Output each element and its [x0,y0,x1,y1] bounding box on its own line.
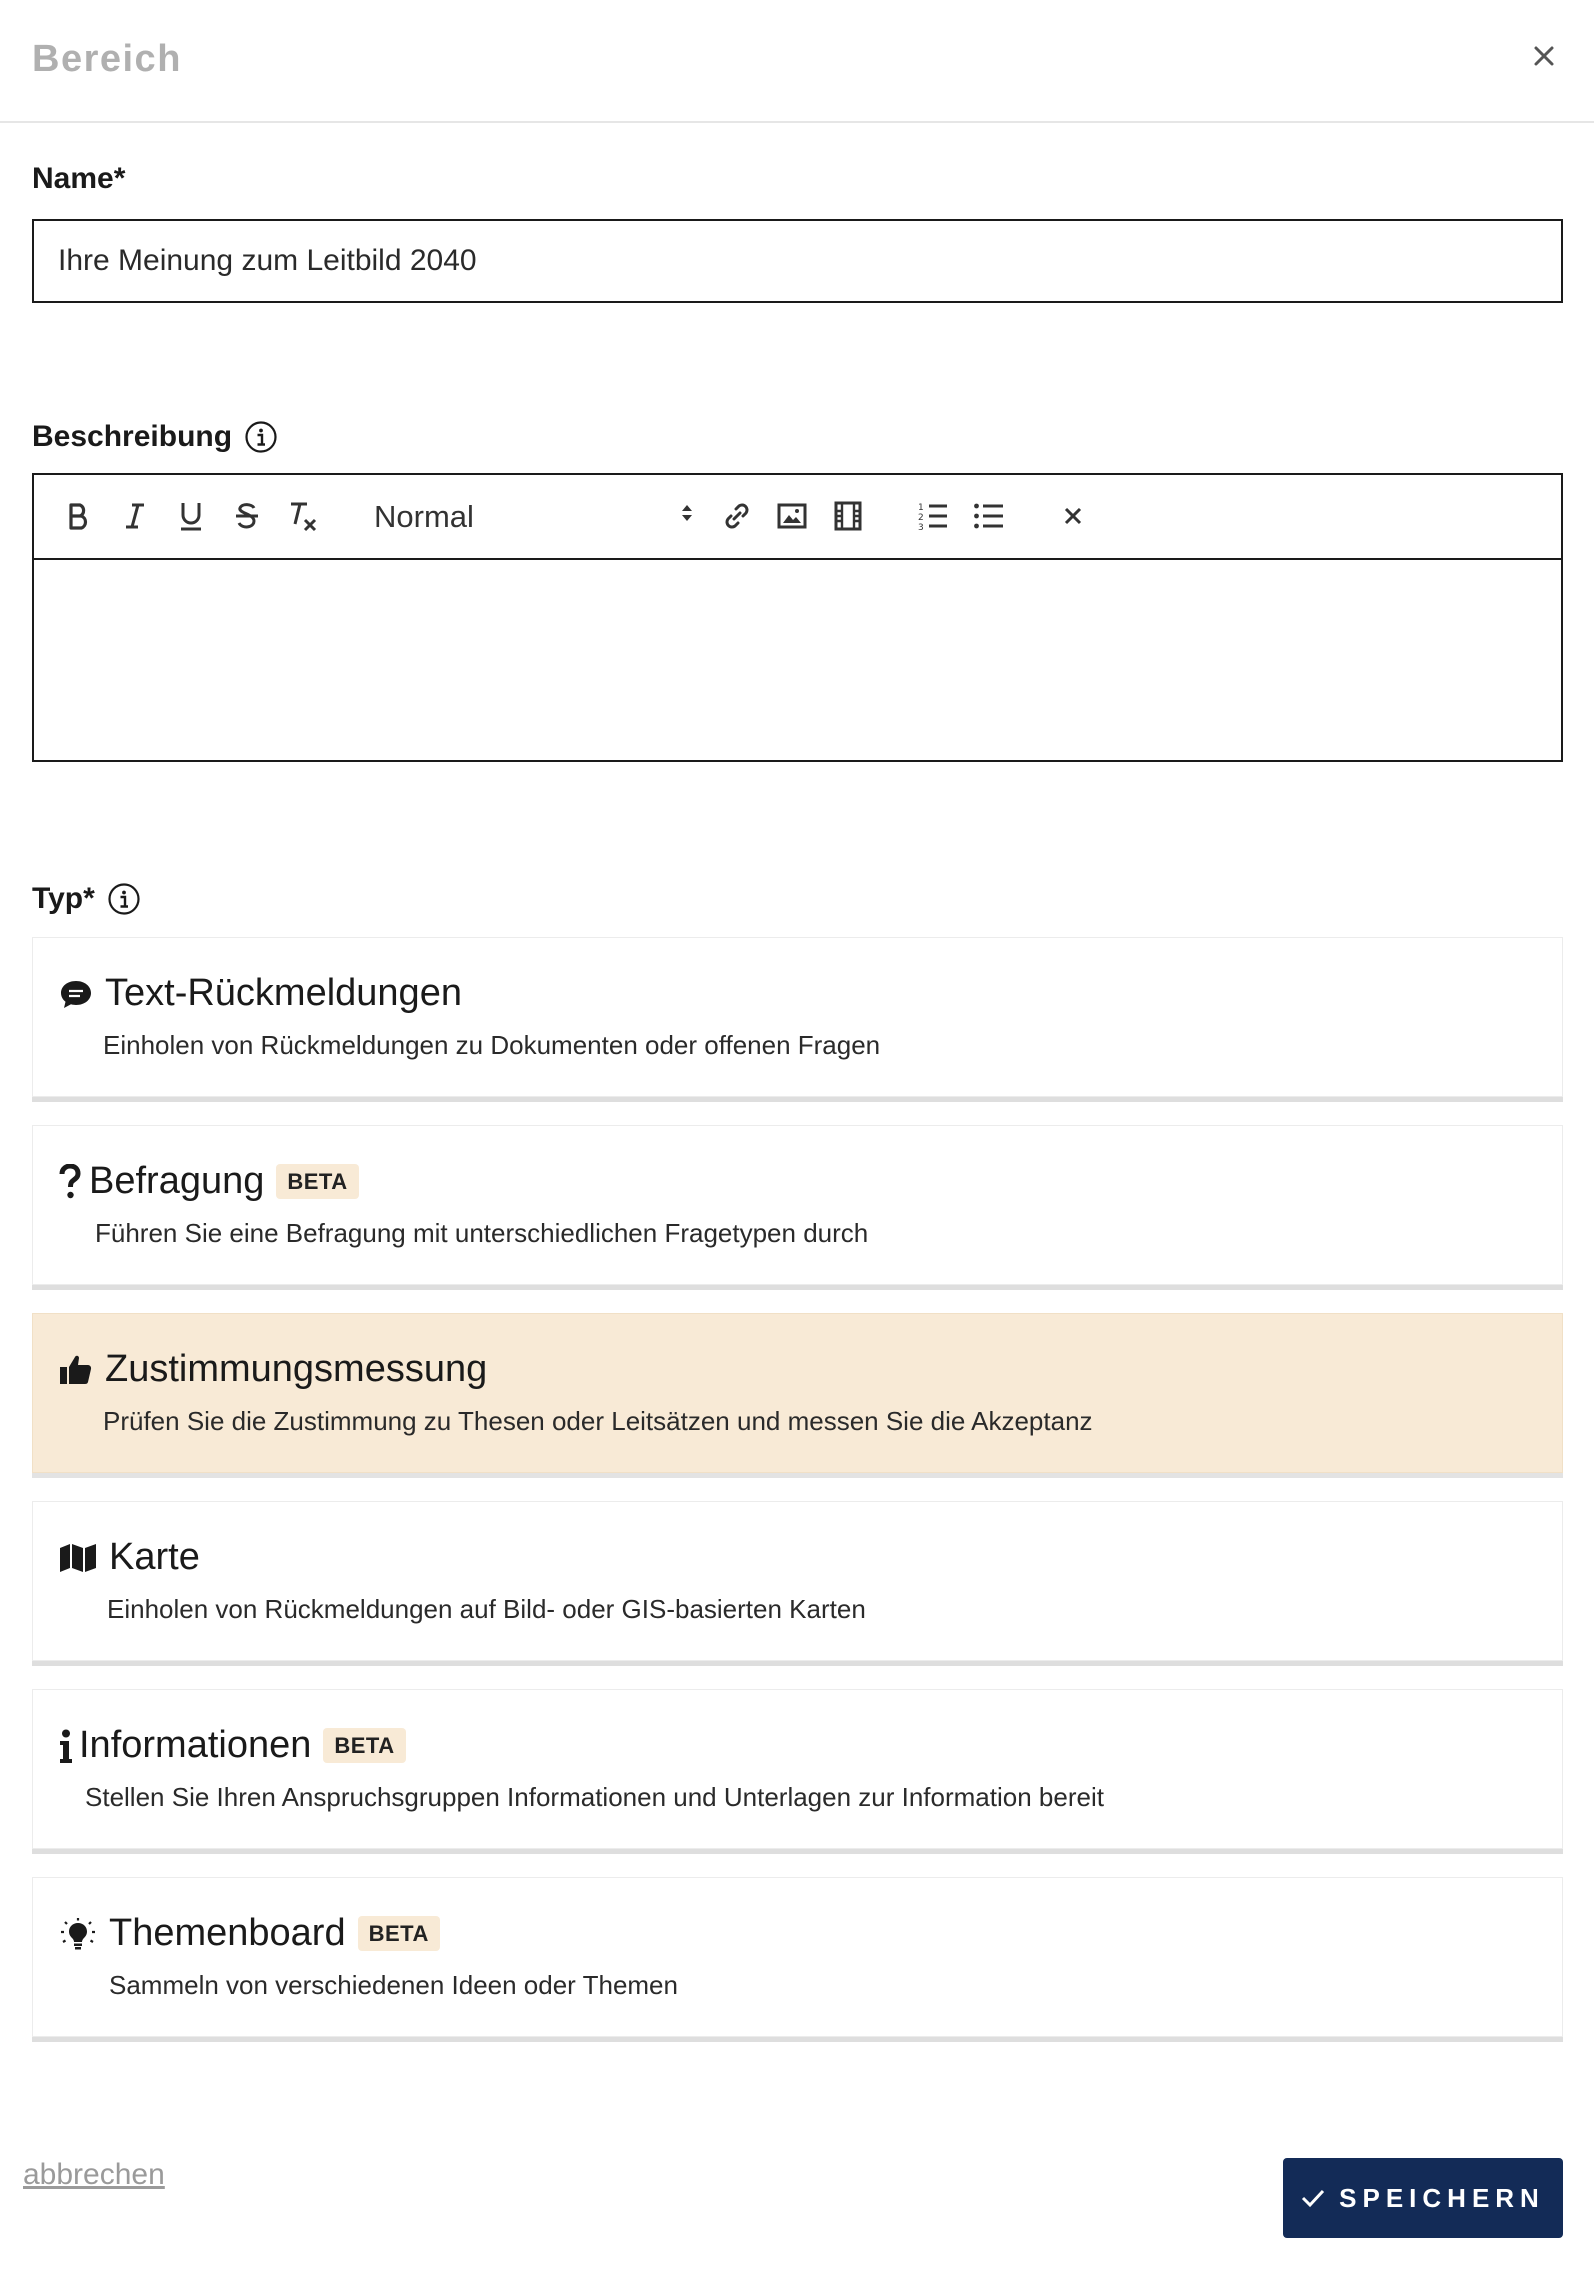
type-option-title: Zustimmungsmessung [105,1348,488,1390]
format-select[interactable] [374,491,694,541]
svg-text:3: 3 [918,523,924,531]
info-icon[interactable] [107,882,141,916]
description-label: Beschreibung [32,420,278,454]
clear-format-button[interactable] [282,495,324,537]
type-option-approval[interactable] [32,1313,1563,1473]
info-i-icon [59,1729,73,1763]
video-icon [834,501,862,531]
ordered-list-icon [917,501,949,531]
link-icon [721,500,753,532]
check-icon [1301,2188,1325,2208]
type-option-description: Prüfen Sie die Zustimmung zu Thesen oder Leitsätzen und messen Sie die Akzeptanz [103,1406,1093,1436]
question-icon [59,1164,81,1200]
type-option-title: Text-Rückmeldungen [105,972,462,1014]
type-option-description: Stellen Sie Ihren Anspruchsgruppen Informationen und Unterlagen zur Information bereit [85,1782,1104,1812]
beta-badge: BETA [323,1728,405,1763]
dialog-header [0,0,1594,123]
type-option-text-feedback[interactable] [32,937,1563,1097]
editor-content[interactable] [34,560,1561,760]
strikethrough-button[interactable] [226,495,268,537]
type-option-information[interactable] [32,1689,1563,1849]
clear-format-icon [287,500,319,532]
bold-icon [67,502,91,530]
type-option-title: Karte [109,1536,200,1578]
image-icon [777,502,807,530]
cancel-link[interactable]: abbrechen [23,2158,165,2191]
select-arrows-icon [680,501,694,525]
name-label: Name* [32,162,126,195]
remove-button[interactable] [1052,495,1094,537]
bold-button[interactable] [58,495,100,537]
underline-icon [178,501,204,531]
type-option-themeboard[interactable] [32,1877,1563,2037]
italic-icon [123,502,147,530]
bullet-list-button[interactable] [968,495,1010,537]
underline-button[interactable] [170,495,212,537]
map-icon [59,1543,97,1573]
type-option-description: Einholen von Rückmeldungen zu Dokumenten oder offenen Fragen [103,1030,881,1060]
type-option-description: Sammeln von verschiedenen Ideen oder Themen [109,1970,678,2000]
italic-button[interactable] [114,495,156,537]
link-button[interactable] [716,495,758,537]
save-button-label: SPEICHERN [1339,2182,1545,2213]
dialog-title: Bereich [32,38,182,80]
save-button[interactable] [1283,2158,1563,2238]
type-option-title: Themenboard [109,1912,346,1954]
type-option-map[interactable] [32,1501,1563,1661]
rich-text-editor [32,473,1563,762]
type-option-title: Befragung [89,1160,265,1202]
image-button[interactable] [771,495,813,537]
name-input[interactable] [32,219,1563,303]
beta-badge: BETA [276,1164,358,1199]
bullet-list-icon [973,501,1005,531]
type-option-title: Informationen [79,1724,312,1766]
close-icon [1533,45,1555,67]
type-label: Typ* [32,882,141,916]
type-option-description: Führen Sie eine Befragung mit unterschiedlichen Fragetypen durch [95,1218,869,1248]
type-option-survey[interactable] [32,1125,1563,1285]
video-button[interactable] [827,495,869,537]
svg-text:1: 1 [918,503,924,513]
beta-badge: BETA [358,1916,440,1951]
remove-icon [1062,505,1084,527]
strikethrough-icon [234,502,260,530]
type-option-description: Einholen von Rückmeldungen auf Bild- oder GIS-basierten Karten [107,1594,866,1624]
lightbulb-icon [59,1918,97,1950]
info-icon[interactable] [244,420,278,454]
thumbs-up-icon [59,1354,93,1386]
editor-toolbar [34,475,1561,560]
close-button[interactable] [1524,36,1564,76]
comment-icon [59,978,93,1010]
format-select-value: Normal [374,499,474,534]
ordered-list-button[interactable] [912,495,954,537]
svg-text:2: 2 [918,513,924,523]
